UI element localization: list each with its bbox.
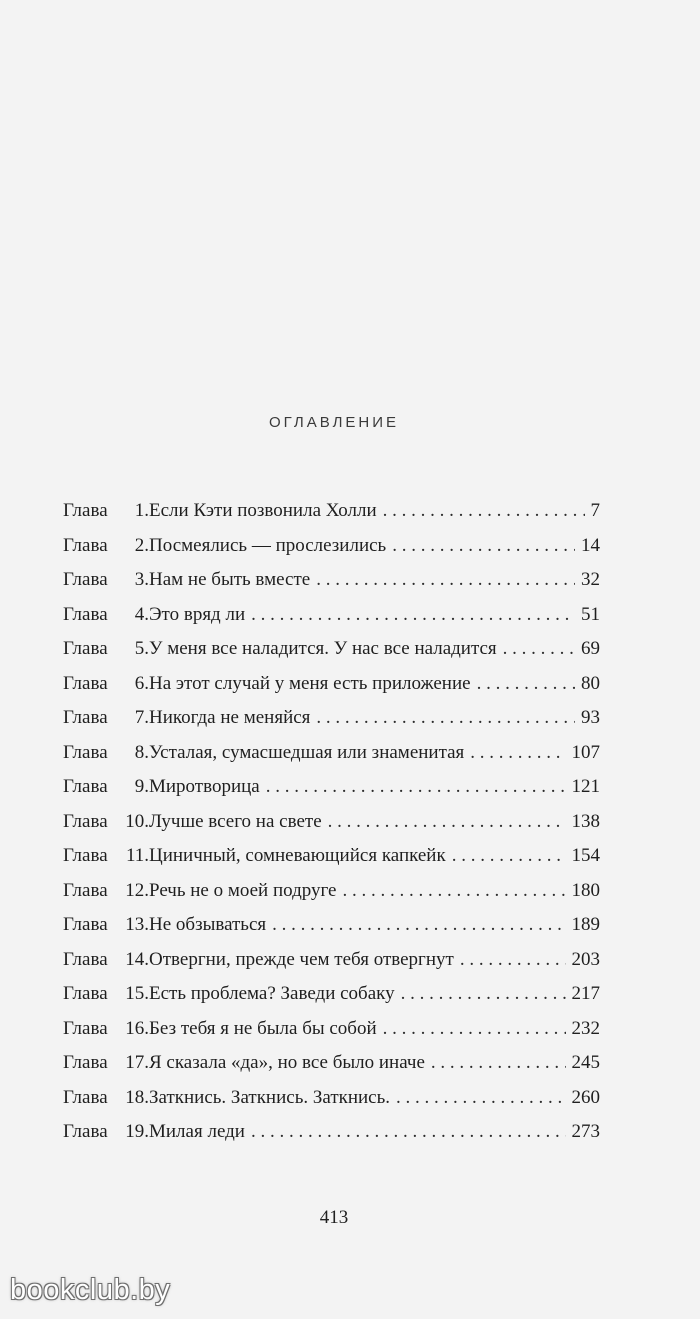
toc-entry-prefix: Глава: [63, 1052, 108, 1073]
toc-entry-prefix: Глава: [63, 1121, 108, 1142]
toc-entry-number: 7.: [134, 707, 149, 728]
toc-entry-number: 3.: [134, 569, 149, 590]
toc-entry-number: 10.: [125, 810, 149, 832]
toc-entry-prefix: Глава: [63, 845, 108, 866]
toc-entry-number: 17.: [125, 1052, 149, 1073]
toc-entry-number: 14.: [125, 948, 149, 970]
toc-dot-leader: [328, 805, 566, 840]
toc-entry-title: У меня все наладится. У нас все наладится: [149, 638, 497, 659]
toc-entry-label: [63, 529, 149, 564]
toc-entry-label: [63, 736, 149, 771]
toc-entry-prefix: Глава: [63, 672, 108, 694]
toc-entry-title: Милая леди: [149, 1121, 245, 1142]
toc-entry-title: Отвергни, прежде чем тебя отвергнут: [149, 948, 454, 970]
toc-entry-page: 69: [581, 638, 600, 659]
toc-entry-page: 180: [571, 879, 600, 901]
toc-entry-prefix: Глава: [63, 500, 108, 521]
toc-entry-label: [63, 805, 149, 840]
toc-list: [63, 494, 600, 1150]
toc-entry-title: Это вряд ли: [149, 603, 246, 625]
toc-entry-number: 13.: [125, 914, 149, 935]
toc-entry-prefix: Глава: [63, 741, 108, 763]
toc-entry-page: 245: [571, 1052, 600, 1073]
toc-entry: [63, 805, 600, 840]
toc-entry-title: Речь не о моей подруге: [149, 879, 337, 901]
toc-entry: [63, 839, 600, 874]
toc-entry-page: 80: [581, 672, 600, 694]
toc-dot-leader: [392, 529, 575, 564]
toc-entry-label: [63, 908, 149, 943]
toc-entry-title: Миротворица: [149, 776, 260, 797]
toc-entry-number: 1.: [134, 500, 149, 521]
toc-entry: [63, 770, 600, 805]
toc-entry-prefix: Глава: [63, 638, 108, 659]
toc-dot-leader: [342, 874, 565, 909]
toc-entry: [63, 1081, 600, 1116]
toc-entry-title: Есть проблема? Заведи собаку: [149, 983, 395, 1004]
toc-entry-page: 217: [571, 983, 600, 1004]
toc-entry-title: Нам не быть вместе: [149, 569, 311, 590]
toc-entry-title: Я сказала «да», но все было иначе: [149, 1052, 425, 1073]
toc-entry-title: Если Кэти позвонила Холли: [149, 500, 377, 521]
toc-entry-page: 107: [571, 741, 600, 763]
toc-dot-leader: [383, 1012, 566, 1047]
toc-dot-leader: [401, 977, 566, 1012]
toc-entry-page: 260: [571, 1086, 600, 1108]
toc-entry-number: 4.: [134, 603, 149, 625]
toc-dot-leader: [272, 908, 565, 943]
toc-entry-title: Усталая, сумасшедшая или знаменитая: [149, 741, 465, 763]
toc-entry-prefix: Глава: [63, 879, 108, 901]
toc-entry-title: Без тебя я не была бы собой: [149, 1017, 377, 1039]
toc-entry-number: 11.: [125, 845, 149, 866]
toc-entry: [63, 736, 600, 771]
toc-entry-number: 5.: [134, 638, 149, 659]
toc-entry-label: [63, 943, 149, 978]
toc-entry-title: Не обзываться: [149, 914, 267, 935]
toc-entry-number: 6.: [134, 672, 149, 694]
toc-entry-prefix: Глава: [63, 534, 108, 556]
toc-entry-label: [63, 494, 149, 529]
toc-entry-label: [63, 701, 149, 736]
toc-entry-number: 9.: [134, 776, 149, 797]
toc-entry-page: 7: [590, 500, 600, 521]
watermark: bookclub.by: [10, 1274, 171, 1306]
toc-entry: [63, 1012, 600, 1047]
toc-entry-title: На этот случай у меня есть приложение: [149, 672, 471, 694]
toc-entry: [63, 1115, 600, 1150]
page-number: 413: [319, 1207, 349, 1228]
toc-entry-page: 14: [581, 534, 600, 556]
toc-dot-leader: [470, 736, 565, 771]
toc-entry-number: 15.: [125, 983, 149, 1004]
toc-dot-leader: [316, 563, 575, 598]
toc-entry-label: [63, 563, 149, 598]
toc-entry-number: 12.: [125, 879, 149, 901]
toc-dot-leader: [251, 598, 575, 633]
toc-entry: [63, 529, 600, 564]
toc-entry-prefix: Глава: [63, 1017, 108, 1039]
toc-dot-leader: [503, 632, 575, 667]
toc-entry: [63, 632, 600, 667]
toc-entry-number: 16.: [125, 1017, 149, 1039]
toc-dot-leader: [460, 943, 566, 978]
toc-dot-leader: [396, 1081, 565, 1116]
toc-entry-prefix: Глава: [63, 810, 108, 832]
toc-entry-title: Циничный, сомневающийся капкейк: [149, 845, 446, 866]
toc-entry: [63, 667, 600, 702]
toc-entry-label: [63, 977, 149, 1012]
toc-entry: [63, 598, 600, 633]
toc-entry-prefix: Глава: [63, 948, 108, 970]
toc-entry-page: 273: [571, 1121, 600, 1142]
toc-entry-page: 154: [571, 845, 600, 866]
toc-entry-page: 121: [571, 776, 600, 797]
toc-entry-title: Заткнись. Заткнись. Заткнись.: [149, 1086, 391, 1108]
toc-entry: [63, 908, 600, 943]
toc-entry: [63, 943, 600, 978]
toc-entry-page: 138: [571, 810, 600, 832]
toc-entry-number: 19.: [125, 1121, 149, 1142]
toc-entry-label: [63, 770, 149, 805]
toc-entry: [63, 563, 600, 598]
toc-entry-number: 8.: [134, 741, 149, 763]
toc-entry: [63, 1046, 600, 1081]
toc-entry-label: [63, 839, 149, 874]
toc-entry: [63, 701, 600, 736]
toc-entry-prefix: Глава: [63, 776, 108, 797]
toc-entry-prefix: Глава: [63, 603, 108, 625]
toc-entry-title: Никогда не меняйся: [149, 707, 311, 728]
toc-dot-leader: [431, 1046, 566, 1081]
toc-entry-label: [63, 1046, 149, 1081]
toc-entry-prefix: Глава: [63, 707, 108, 728]
toc-entry-label: [63, 632, 149, 667]
toc-entry-page: 93: [581, 707, 600, 728]
toc-entry-title: Лучше всего на свете: [149, 810, 322, 832]
toc-entry: [63, 874, 600, 909]
toc-entry: [63, 977, 600, 1012]
toc-entry-prefix: Глава: [63, 569, 108, 590]
toc-entry-page: 32: [581, 569, 600, 590]
toc-entry-label: [63, 874, 149, 909]
toc-dot-leader: [452, 839, 566, 874]
toc-dot-leader: [316, 701, 575, 736]
toc-entry-prefix: Глава: [63, 983, 108, 1004]
toc-dot-leader: [251, 1115, 566, 1150]
toc-entry-prefix: Глава: [63, 1086, 108, 1108]
toc-entry-title: Посмеялись — прослезились: [149, 534, 387, 556]
toc-dot-leader: [383, 494, 585, 529]
toc-entry-label: [63, 1012, 149, 1047]
toc-entry: [63, 494, 600, 529]
toc-entry-number: 18.: [125, 1086, 149, 1108]
toc-dot-leader: [266, 770, 566, 805]
toc-entry-number: 2.: [134, 534, 149, 556]
toc-heading: ОГЛАВЛЕНИЕ: [268, 414, 400, 431]
toc-entry-label: [63, 667, 149, 702]
toc-entry-label: [63, 598, 149, 633]
toc-entry-page: 203: [571, 948, 600, 970]
toc-entry-page: 232: [571, 1017, 600, 1039]
toc-dot-leader: [477, 667, 575, 702]
toc-entry-label: [63, 1115, 149, 1150]
toc-entry-prefix: Глава: [63, 914, 108, 935]
toc-entry-page: 189: [571, 914, 600, 935]
toc-entry-label: [63, 1081, 149, 1116]
toc-entry-page: 51: [581, 603, 600, 625]
